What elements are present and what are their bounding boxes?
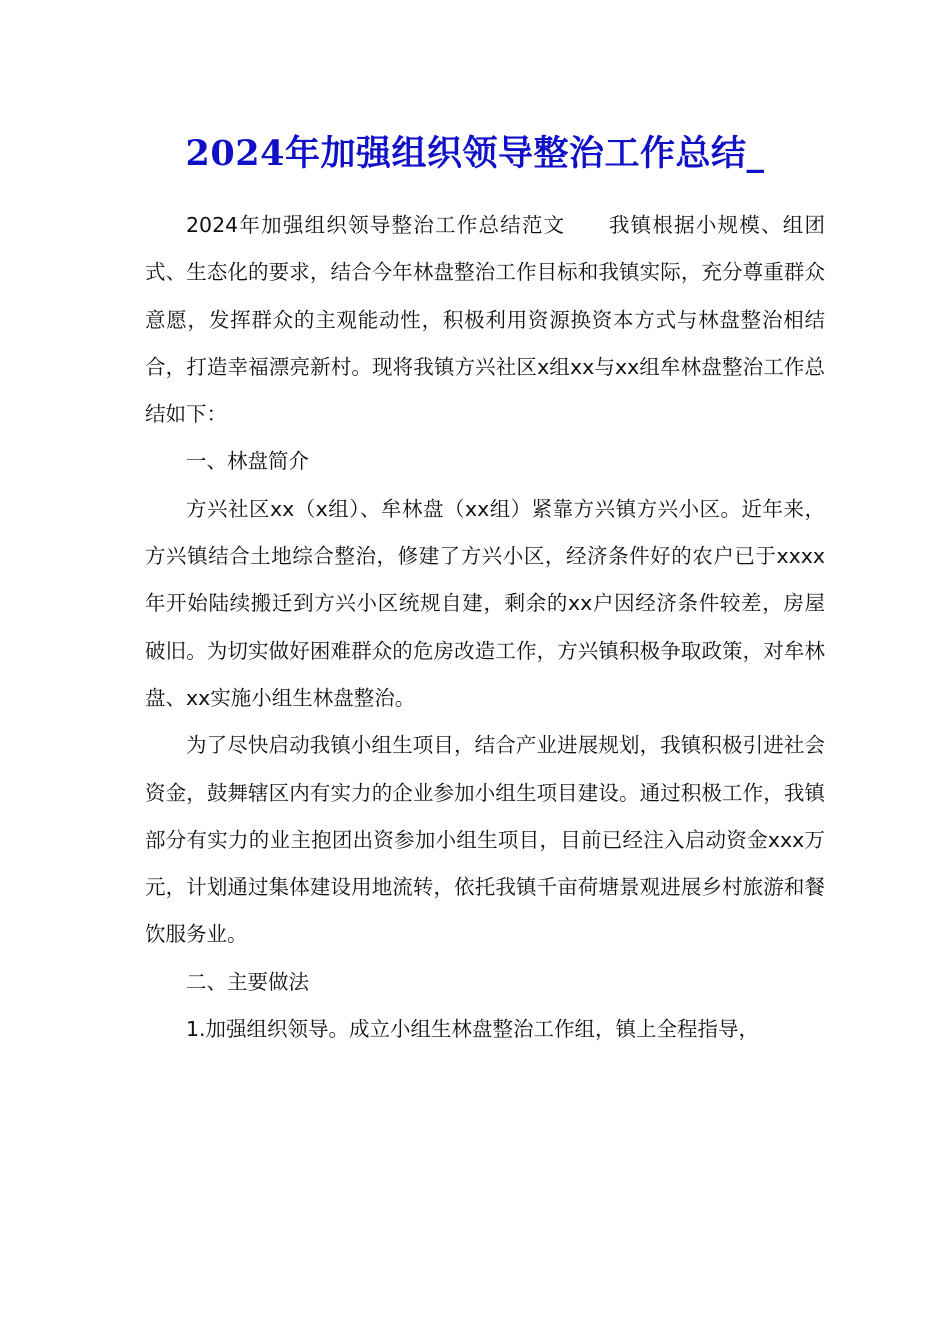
intro-paragraph: 2024年加强组织领导整治工作总结范文 我镇根据小规模、组团式、生态化的要求，结合今年林盘整治工作目标和我镇实际，充分尊重群众意愿，发挥群众的主观能动性，积极利用资源换资本方式与林盘整治相结合，打造幸福漂亮新村。现将我镇方兴社区x组xx与xx组牟林盘整治工作总结如下： bbox=[145, 213, 825, 427]
body-paragraph-2: 为了尽快启动我镇小组生项目，结合产业进展规划，我镇积极引进社会资金，鼓舞辖区内有实力的企业参加小组生项目建设。通过积极工作，我镇部分有实力的业主抱团出资参加小组生项目，目前已经注入启动资金xxx万元，计划通过集体建设用地流转，依托我镇千亩荷塘景观进展乡村旅游和餐饮服务业。 bbox=[145, 733, 825, 947]
body-paragraph-3: 1.加强组织领导。成立小组生林盘整治工作组，镇上全程指导， bbox=[186, 1017, 760, 1042]
section-heading-2: 二、主要做法 bbox=[186, 969, 309, 994]
body-paragraph-1: 方兴社区xx（x组）、牟林盘（xx组）紧靠方兴镇方兴小区。近年来，方兴镇结合土地综合整治，修建了方兴小区，经济条件好的农户已于xxxx年开始陆续搬迁到方兴小区统规自建，剩余的xx户因经济条件较差，房屋破旧。为切实做好困难群众的危房改造工作，方兴镇积极争取政策，对牟林盘、xx实施小组生林盘整治。 bbox=[145, 496, 825, 710]
document-title: 2024年加强组织领导整治工作总结_ bbox=[185, 133, 765, 174]
document-body bbox=[145, 202, 825, 1053]
section-heading-1: 一、林盘简介 bbox=[186, 449, 309, 474]
